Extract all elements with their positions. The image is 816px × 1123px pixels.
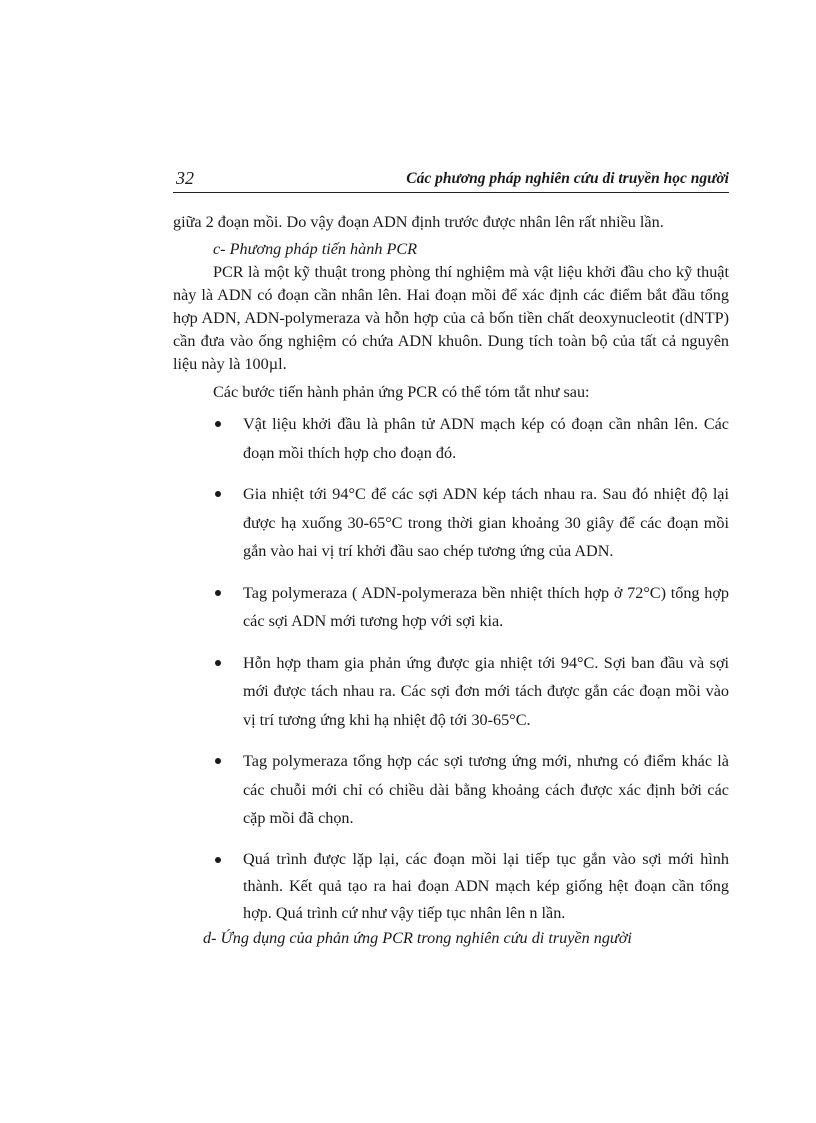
pcr-intro-paragraph: PCR là một kỹ thuật trong phòng thí nghiệm mà vật liệu khởi đầu cho kỹ thuật này là ADN có đoạn cần nhân lên. Hai đoạn mồi để xác định các điểm bắt đầu tổng hợp ADN, ADN-polymeraza và hỗn hợp của cả bốn tiền chất deoxynucleotit (dNTP) cần đưa vào ống nghiệm có chứa ADN khuôn. Dung tích toàn bộ của tất cả nguyên liệu này là 100µl. bbox=[173, 263, 729, 373]
section-heading-c: c- Phương pháp tiến hành PCR bbox=[213, 240, 418, 258]
bullet-icon bbox=[215, 491, 221, 497]
page-header bbox=[173, 166, 729, 193]
page-body bbox=[173, 211, 729, 950]
step-text: Tag polymeraza ( ADN-polymeraza bền nhiệt thích hợp ở 72°C) tổng hợp các sợi ADN mới tương hợp với sợi kia. bbox=[243, 583, 729, 630]
list-item bbox=[173, 846, 729, 927]
bullet-icon bbox=[215, 421, 221, 427]
list-item bbox=[173, 649, 729, 735]
step-text: Gia nhiệt tới 94°C để các sợi ADN kép tách nhau ra. Sau đó nhiệt độ lại được hạ xuống 30-65°C trong thời gian khoảng 30 giây để các đoạn mồi gắn vào hai vị trí khởi đầu sao chép tương ứng của ADN. bbox=[243, 485, 729, 560]
bullet-icon bbox=[215, 660, 221, 666]
list-item bbox=[173, 747, 729, 833]
list-item bbox=[173, 579, 729, 636]
step-text: Quá trình được lặp lại, các đoạn mồi lại tiếp tục gắn vào sợi mới hình thành. Kết quả tạo ra hai đoạn ADN mạch kép giống hệt đoạn cần tổng hợp. Quá trình cứ như vậy tiếp tục nhân lên n lần. bbox=[243, 849, 729, 922]
bullet-icon bbox=[215, 758, 221, 764]
step-text: Vật liệu khởi đầu là phân tử ADN mạch kép có đoạn cần nhân lên. Các đoạn mồi thích hợp cho đoạn đó. bbox=[243, 415, 729, 462]
steps-intro-paragraph: Các bước tiến hành phản ứng PCR có thể tóm tắt như sau: bbox=[213, 383, 590, 401]
section-heading-d: d- Ứng dụng của phản ứng PCR trong nghiên cứu di truyền người bbox=[203, 928, 632, 947]
running-title: Các phương pháp nghiên cứu di truyền học người bbox=[406, 170, 729, 187]
page-number: 32 bbox=[176, 168, 194, 188]
continuation-paragraph: giữa 2 đoạn mồi. Do vậy đoạn ADN định trước được nhân lên rất nhiều lần. bbox=[173, 213, 664, 231]
pcr-steps-list bbox=[173, 410, 729, 927]
bullet-icon bbox=[215, 590, 221, 596]
list-item bbox=[173, 410, 729, 467]
step-text: Hỗn hợp tham gia phản ứng được gia nhiệt tới 94°C. Sợi ban đầu và sợi mới được tách nhau ra. Các sợi đơn mới tách được gắn các đoạn mồi vào vị trí tương ứng khi hạ nhiệt độ tới 30-65°C. bbox=[243, 653, 729, 729]
list-item bbox=[173, 480, 729, 566]
step-text: Tag polymeraza tổng hợp các sợi tương ứng mới, nhưng có điểm khác là các chuỗi mới chỉ có chiều dài bằng khoảng cách được xác định bởi các cặp mồi đã chọn. bbox=[243, 752, 729, 827]
bullet-icon bbox=[215, 857, 221, 863]
